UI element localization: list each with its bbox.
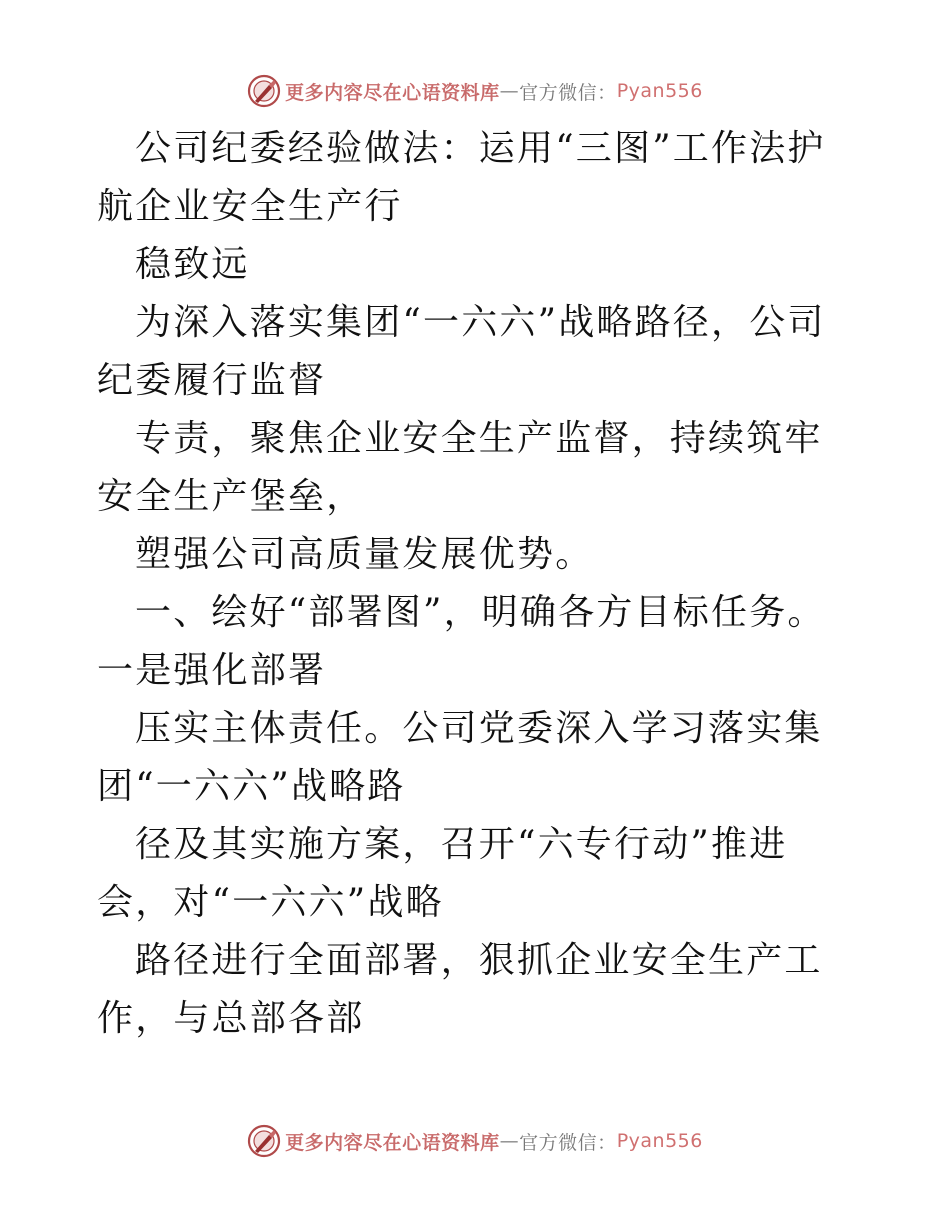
paragraph: 路径进行全面部署，狠抓企业安全生产工作，与总部各部 [97, 940, 823, 1039]
paragraph-title: 公司纪委经验做法：运用“三图”工作法护航企业安全生产行 [97, 128, 826, 227]
watermark-dash: — [499, 1130, 520, 1152]
watermark-label: 官方微信： [519, 1131, 617, 1154]
paragraph: 压实主体责任。公司党委深入学习落实集团“一六六”战略路 [97, 708, 823, 807]
watermark-wechat-id: Pyan556 [616, 80, 703, 102]
paragraph: 稳致远 [135, 244, 250, 285]
document-body [97, 120, 857, 1048]
paragraph: 专责，聚焦企业安全生产监督，持续筑牢安全生产堡垒， [97, 418, 823, 517]
watermark-wechat-id: Pyan556 [616, 1130, 703, 1152]
watermark-dash: — [499, 80, 520, 102]
watermark-brand: 更多内容尽在心语资料库 [285, 81, 500, 104]
paragraph: 为深入落实集团“一六六”战略路径，公司纪委履行监督 [97, 302, 826, 401]
header-watermark [0, 71, 950, 111]
pen-logo-icon [247, 74, 281, 108]
watermark-brand: 更多内容尽在心语资料库 [285, 1131, 500, 1154]
paragraph: 塑强公司高质量发展优势。 [135, 534, 594, 575]
paragraph: 径及其实施方案，召开“六专行动”推进会，对“一六六”战略 [97, 824, 788, 923]
pen-logo-icon [247, 1124, 281, 1158]
watermark-label: 官方微信： [519, 81, 617, 104]
section-heading-paragraph: 一、绘好“部署图”，明确各方目标任务。一是强化部署 [97, 592, 826, 691]
footer-watermark [0, 1121, 950, 1161]
